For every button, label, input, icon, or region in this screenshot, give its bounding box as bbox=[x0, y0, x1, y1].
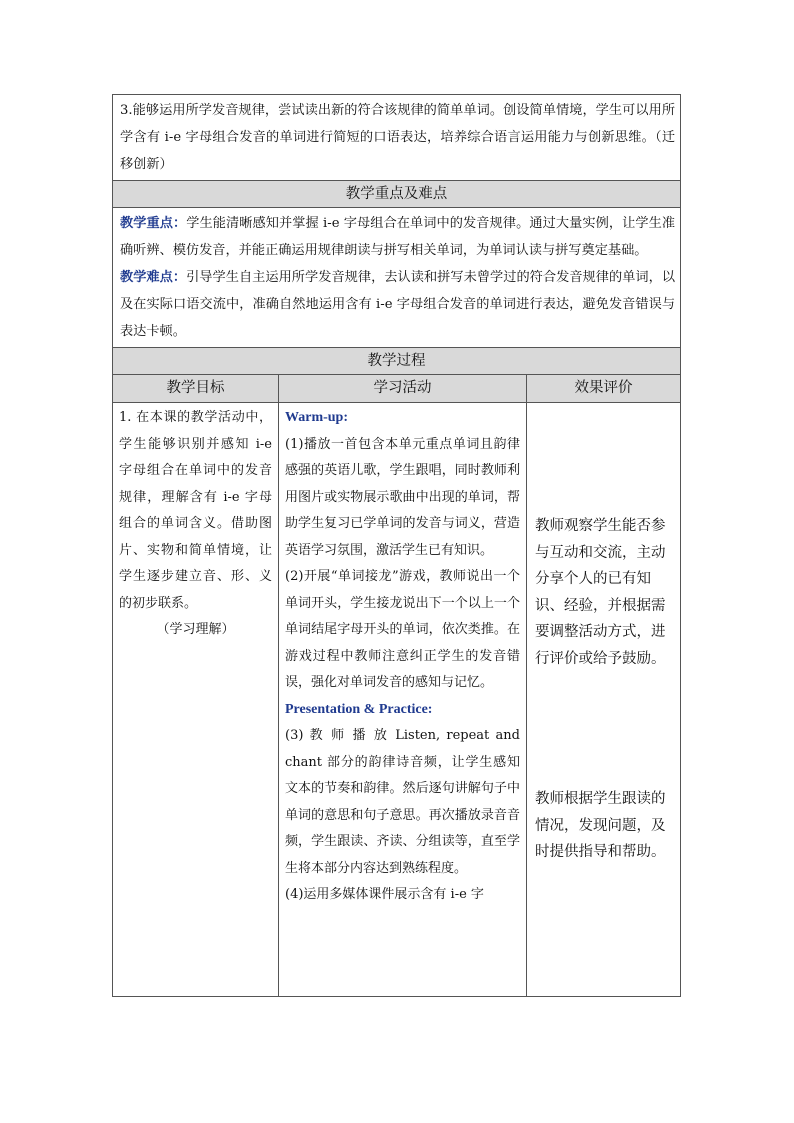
process-body-row bbox=[113, 403, 681, 997]
column-header-activities: 学习活动 bbox=[279, 375, 527, 403]
warmup-step-2: (2)开展“单词接龙”游戏，教师说出一个单词开头，学生接龙说出下一个以上一个单词结尾字母开头的单词，依次类推。在游戏过程中教师注意纠正学生的发音错误，强化对单词发音的感知与记忆。 bbox=[285, 569, 520, 690]
teaching-focus-text: 学生能清晰感知并掌握 i-e 字母组合在单词中的发音规律。通过大量实例，让学生准确听辨、模仿发音，并能正确运用规律朗读与拼写相关单词，为单词认读与拼写奠定基础。 bbox=[120, 216, 676, 258]
lesson-plan-table bbox=[112, 94, 681, 997]
lesson-plan-page bbox=[112, 94, 680, 997]
process-column-headers bbox=[113, 375, 681, 403]
goal-cell bbox=[113, 403, 279, 997]
evaluation-cell bbox=[527, 403, 681, 997]
teaching-focus bbox=[120, 210, 675, 264]
presentation-step-3: (3) 教 师 播 放 Listen, repeat and chant 部分的韵律诗音频，让学生感知文本的节奏和韵律。然后逐句讲解句子中单词的意思和句子意思。再次播放录音音频，学生跟读、齐读、分组读等，直至学生将本部分内容达到熟练程度。 bbox=[285, 728, 520, 876]
activity-cell bbox=[279, 403, 527, 997]
goal-tag: （学习理解） bbox=[156, 622, 235, 637]
key-points-header: 教学重点及难点 bbox=[113, 181, 681, 208]
evaluation-2: 教师根据学生跟读的情况，发现问题，及时提供指导和帮助。 bbox=[535, 791, 666, 860]
warmup-label: Warm-up: bbox=[285, 410, 348, 425]
process-header-row bbox=[113, 348, 681, 375]
presentation-label: Presentation & Practice: bbox=[285, 701, 433, 717]
teaching-difficulty-label: 教学难点： bbox=[120, 270, 187, 285]
column-header-evaluation: 效果评价 bbox=[527, 375, 681, 403]
process-header: 教学过程 bbox=[113, 348, 681, 375]
column-header-goals: 教学目标 bbox=[113, 375, 279, 403]
goal-text: 1. 在本课的教学活动中，学生能够识别并感知 i-e 字母组合在单词中的发音规律，理解含有 i-e 字母组合的单词含义。借助图片、实物和简单情境，让学生逐步建立音、形、义的初步联系。 bbox=[119, 410, 272, 611]
teaching-focus-label: 教学重点： bbox=[120, 216, 187, 231]
objective-3-row bbox=[113, 95, 681, 181]
objective-3-cell bbox=[113, 95, 681, 181]
key-points-row bbox=[113, 208, 681, 348]
key-points-cell bbox=[113, 208, 681, 348]
key-points-header-row bbox=[113, 181, 681, 208]
teaching-difficulty-text: 引导学生自主运用所学发音规律，去认读和拼写未曾学过的符合发音规律的单词，以及在实际口语交流中，准确自然地运用含有 i-e 字母组合发音的单词进行表达，避免发音错误与表达卡顿。 bbox=[120, 270, 676, 339]
warmup-step-1: (1)播放一首包含本单元重点单词且韵律感强的英语儿歌，学生跟唱，同时教师利用图片或实物展示歌曲中出现的单词，帮助学生复习已学单词的发音与词义，营造英语学习氛围，激活学生已有知识。 bbox=[285, 436, 520, 558]
objective-3-text: 3.能够运用所学发音规律，尝试读出新的符合该规律的简单单词。创设简单情境，学生可以用所学含有 i-e 字母组合发音的单词进行简短的口语表达，培养综合语言运用能力与创新思维。（迁移创新） bbox=[120, 103, 676, 172]
teaching-difficulty bbox=[120, 264, 675, 345]
evaluation-1: 教师观察学生能否参与互动和交流，主动分享个人的已有知识、经验，并根据需要调整活动方式，进行评价或给予鼓励。 bbox=[535, 518, 666, 667]
presentation-step-4: (4)运用多媒体课件展示含有 i-e 字 bbox=[285, 887, 484, 902]
